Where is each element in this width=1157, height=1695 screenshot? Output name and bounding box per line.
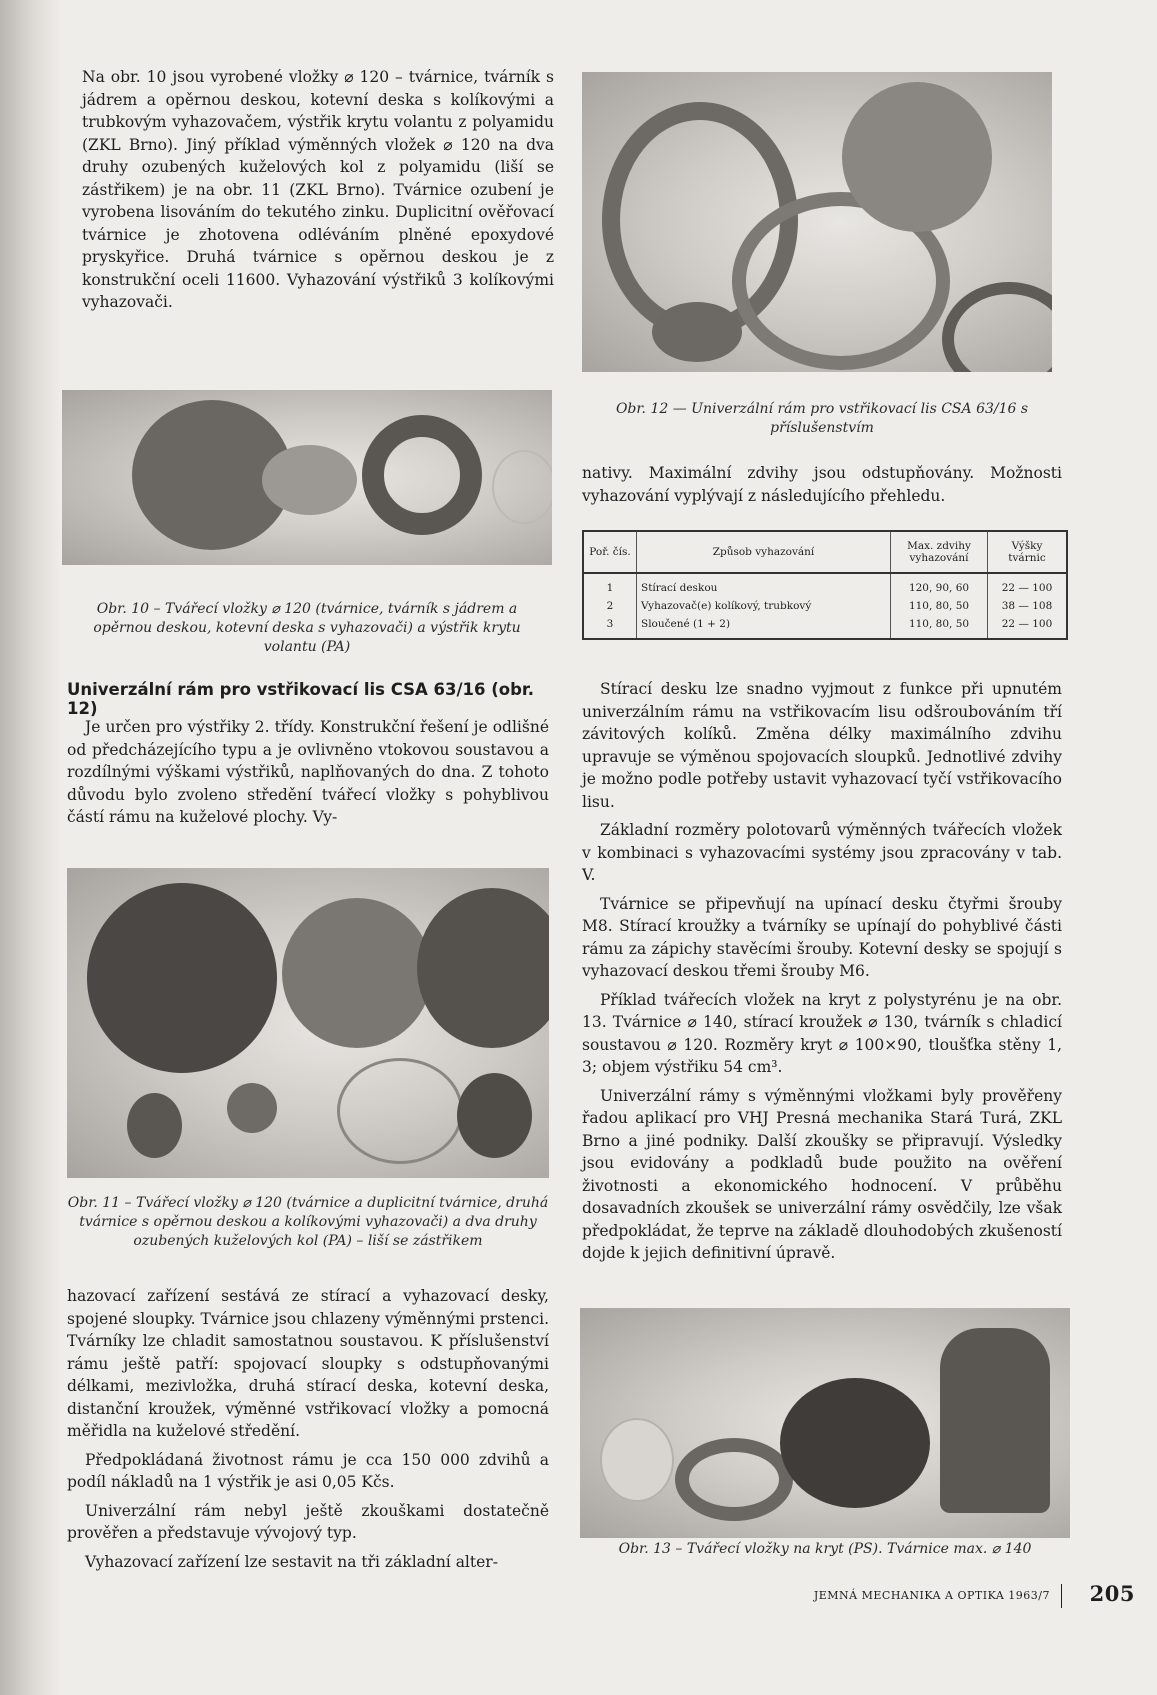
figure-12-photo — [582, 72, 1052, 372]
table-cell: 22 — 100 — [988, 573, 1068, 597]
section-paragraph: Je určen pro výstřiky 2. třídy. Konstrukční řešení je odlišné od předcházejícího typu a je ovlivněno vtokovou soustavou a rozdílnými výškami výstřiků, naplňovaných do dna. Z tohoto důvodu bylo zvoleno středění tvářecí vložky s pohyblivou částí rámu na kuželové plochy. Vy- — [67, 718, 549, 826]
right-main-column — [582, 678, 1062, 1265]
left-bottom-paragraph: Předpokládaná životnost rámu je cca 150 000 zdvihů a podíl nákladů na 1 výstřik je asi 0,05 Kčs. — [67, 1450, 549, 1491]
right-paragraph: Univerzální rámy s výměnnými vložkami byly prověřeny řadou aplikací pro VHJ Presná mechanika Stará Turá, ZKL Brno a jiné podniky. Další zkoušky se připravují. Výsledky jsou evidovány a podkladů bude použito na ověření životnosti a ekonomického hodnocení. V průběhu dosavadních zkoušek se univerzální rámy osvědčily, lze však předpokládat, že teprve na základě dlouhodobých zkušeností dojde k jejich definitivní úpravě. — [582, 1086, 1062, 1262]
table-cell: 110, 80, 50 — [891, 597, 988, 615]
left-bottom-paragraph: Vyhazovací zařízení lze sestavit na tři základní alter- — [85, 1552, 498, 1571]
table-cell: 120, 90, 60 — [891, 573, 988, 597]
table-cell: 3 — [583, 615, 637, 639]
footer-divider — [1061, 1584, 1062, 1608]
table-intro-column — [582, 462, 1062, 507]
page-footer — [745, 1581, 1135, 1608]
journal-name: JEMNÁ MECHANIKA A OPTIKA 1963/7 — [813, 1589, 1050, 1602]
page-number: 205 — [1089, 1581, 1135, 1606]
left-bottom-column — [67, 1285, 549, 1573]
page-binding-shadow — [0, 0, 60, 1695]
figure-10-photo — [62, 390, 552, 565]
figure-13-photo — [580, 1308, 1070, 1538]
right-paragraph: Tvárnice se připevňují na upínací desku čtyřmi šrouby M8. Stírací kroužky a tvárníky se upínají do pohyblivé části rámu za zápichy stavěcími šrouby. Kotevní desky se spojují s vyhazovací deskou třemi šrouby M6. — [582, 894, 1062, 980]
table-cell: Sloučené (1 + 2) — [637, 615, 891, 639]
section-body-column — [67, 716, 549, 829]
table-cell: Vyhazovač(e) kolíkový, trubkový — [637, 597, 891, 615]
table-intro-paragraph: nativy. Maximální zdvihy jsou odstupňovány. Možnosti vyhazování vyplývají z následujícího přehledu. — [582, 464, 1062, 505]
right-paragraph: Příklad tvářecích vložek na kryt z polystyrénu je na obr. 13. Tvárnice ⌀ 140, stírací kroužek ⌀ 130, tvárník s chladicí soustavou ⌀ 120. Rozměry kryt ⌀ 100×90, tloušťka stěny 1, 3; objem výstřiku 54 cm³. — [582, 990, 1062, 1076]
table-header-row — [583, 531, 1067, 573]
figure-10-caption: Obr. 10 – Tvářecí vložky ⌀ 120 (tvárnice, tvárník s jádrem a opěrnou deskou, kotevní deska s vyhazovači) a výstřik krytu volantu (PA) — [93, 601, 521, 655]
figure-12-caption: Obr. 12 — Univerzální rám pro vstřikovací lis CSA 63/16 s příslušenstvím — [615, 401, 1029, 436]
table-header: Max. zdvihy vyhazování — [891, 531, 988, 573]
intro-paragraph-column — [82, 66, 554, 314]
section-heading: Univerzální rám pro vstřikovací lis CSA 63/16 (obr. 12) — [67, 680, 534, 718]
ejection-table — [582, 530, 1068, 640]
right-paragraph: Základní rozměry polotovarů výměnných tvářecích vložek v kombinaci s vyhazovacími systémy jsou zpracovány v tab. V. — [582, 821, 1062, 884]
table-header: Způsob vyhazování — [637, 531, 891, 573]
figure-11-caption: Obr. 11 – Tvářecí vložky ⌀ 120 (tvárnice a duplicitní tvárnice, druhá tvárnice s opěrnou deskou a kolíkovými vyhazovači) a dva druhy ozubených kuželových kol (PA) – liší se zástřikem — [67, 1195, 549, 1249]
figure-13-caption: Obr. 13 – Tvářecí vložky na kryt (PS). Tvárnice max. ⌀ 140 — [618, 1541, 1032, 1557]
table-row — [583, 597, 1067, 615]
table-cell: 22 — 100 — [988, 615, 1068, 639]
table-cell: 38 — 108 — [988, 597, 1068, 615]
table-cell: Stírací deskou — [637, 573, 891, 597]
left-bottom-paragraph: hazovací zařízení sestává ze stírací a vyhazovací desky, spojené sloupky. Tvárnice jsou chlazeny výměnnými prstenci. Tvárníky lze chladit samostatnou soustavou. K příslušenství rámu ještě patří: spojovací sloupky s odstupňovanými délkami, mezivložka, druhá stírací deska, kotevní deska, distanční kroužek, výměnné vstřikovací vložky a pomocná měřidla na kuželové středění. — [67, 1287, 549, 1440]
table-header: Poř. čís. — [583, 531, 637, 573]
table-header: Výšky tvárnic — [988, 531, 1068, 573]
table-cell: 110, 80, 50 — [891, 615, 988, 639]
table-row — [583, 615, 1067, 639]
figure-11-photo — [67, 868, 549, 1178]
left-bottom-paragraph: Univerzální rám nebyl ještě zkouškami dostatečně prověřen a představuje vývojový typ. — [67, 1501, 549, 1542]
table-row — [583, 573, 1067, 597]
right-paragraph: Stírací desku lze snadno vyjmout z funkce při upnutém univerzálním rámu na vstřikovacím lisu odšroubováním tří závitových kolíků. Změna délky maximálního zdvihu upravuje se výměnou spojovacích sloupků. Jednotlivé zdvihy je možno podle potřeby ustavit vyhazovací tyčí vstřikovacího lisu. — [582, 680, 1062, 811]
intro-paragraph: Na obr. 10 jsou vyrobené vložky ⌀ 120 – tvárnice, tvárník s jádrem a opěrnou deskou, kotevní deska s kolíkovými a trubkovým vyhazovačem, výstřik krytu volantu z polyamidu (ZKL Brno). Jiný příklad výměnných vložek ⌀ 120 na dva druhy ozubených kuželových kol z polyamidu (liší se zástřikem) je na obr. 11 (ZKL Brno). Tvárnice ozubení je vyrobena lisováním do tekutého zinku. Duplicitní ověřovací tvárnice je zhotovena odléváním plněné epoxydové pryskyřice. Druhá tvárnice s opěrnou deskou je z konstrukční oceli 11600. Vyhazování výstřiků 3 kolíkovými vyhazovači. — [82, 68, 554, 311]
table-cell: 2 — [583, 597, 637, 615]
table-cell: 1 — [583, 573, 637, 597]
